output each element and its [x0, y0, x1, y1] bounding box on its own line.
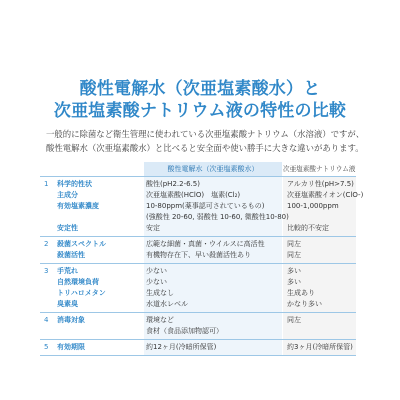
table-row	[40, 223, 356, 234]
row-label: 殺菌スペクトル	[57, 240, 106, 248]
title-line-2: 次亜塩素酸ナトリウム液の特性の比較	[53, 101, 347, 121]
table-section	[40, 263, 356, 312]
row-label: 有効塩素濃度	[57, 202, 99, 210]
col1-cell: 次亜塩素酸(HClO) 塩素(Cl₂)	[146, 191, 241, 199]
col2-cell: 生成あり	[287, 289, 315, 297]
col2-cell: 約3ヶ月(冷暗所保管)	[287, 343, 353, 351]
section-number: 1	[44, 180, 49, 188]
table-section	[40, 176, 364, 236]
col1-cell: 約12ヶ月(冷暗所保管)	[146, 343, 217, 351]
col2-header: 次亜塩素酸ナトリウム液	[283, 165, 356, 173]
row-label: 臭素臭	[57, 300, 78, 308]
col1-cell: 生成なし	[146, 289, 174, 297]
table-row	[40, 179, 356, 190]
row-label: 主成分	[57, 191, 78, 199]
table-section	[40, 339, 356, 355]
row-label: トリハロメタン	[57, 289, 106, 297]
col2-cell: 100-1,000ppm	[287, 202, 339, 210]
comparison-table	[40, 162, 364, 356]
table-row	[40, 201, 356, 212]
intro-text	[46, 127, 376, 155]
intro-line-2: 酸性電解水（次亜塩素酸水）と比べると安全面や使い勝手に大きな違いがあります。	[46, 143, 364, 153]
section-number: 4	[44, 316, 49, 324]
title-line-1: 酸性電解水（次亜塩素酸水）と	[79, 79, 321, 99]
col2-cell: 同左	[287, 240, 301, 248]
col1-cell: 有機物存在下、早い殺菌活性あり	[146, 251, 251, 259]
row-label: 科学的性状	[57, 180, 92, 188]
row-label: 有効期限	[57, 343, 85, 351]
table-section	[40, 312, 356, 339]
table-row	[40, 315, 356, 326]
col1-cell: (強酸性 20-60, 弱酸性 10-60, 微酸性10-80)	[146, 213, 289, 221]
table-row	[40, 326, 356, 337]
col1-cell: 安定	[146, 224, 160, 232]
col1-cell: 10-80ppm(薬事認可されているもの)	[146, 202, 265, 210]
col2-cell: かなり多い	[287, 300, 322, 308]
section-number: 2	[44, 240, 49, 248]
row-label: 殺菌活性	[57, 251, 85, 259]
row-label: 自然環境負荷	[57, 278, 99, 286]
row-label: 手荒れ	[57, 267, 78, 275]
table-row	[40, 212, 356, 223]
col1-cell: 環境など	[146, 316, 174, 324]
col2-cell: 同左	[287, 251, 301, 259]
col1-cell: 少ない	[146, 278, 167, 286]
col1-cell: 食材（食品添加物認可）	[146, 327, 223, 335]
row-label: 安定性	[57, 224, 78, 232]
col2-cell: 多い	[287, 267, 301, 275]
section-number: 5	[44, 343, 49, 351]
intro-line-1: 一般的に除菌など衛生管理に使われている次亜塩素酸ナトリウム（水溶液）ですが、	[46, 129, 365, 139]
col1-cell: 少ない	[146, 267, 167, 275]
col1-header: 酸性電解水（次亜塩素酸水）	[144, 162, 282, 176]
col2-cell: アルカリ性(pH>7.5)	[287, 180, 354, 188]
col2-cell: 多い	[287, 278, 301, 286]
table-row	[40, 342, 356, 353]
section-number: 3	[44, 267, 49, 275]
table-row	[40, 250, 356, 261]
page-title	[0, 78, 400, 122]
table-bottom-rule	[40, 355, 356, 356]
col2-cell: 同左	[287, 316, 301, 324]
table-sections	[40, 176, 364, 355]
table-header	[40, 162, 356, 176]
table-section	[40, 236, 356, 263]
col1-cell: 水道水レベル	[146, 300, 188, 308]
col2-cell: 次亜塩素酸イオン(ClO-)	[287, 191, 364, 199]
table-row	[40, 277, 356, 288]
col1-cell: 酸性(pH2.2-6.5)	[146, 180, 200, 188]
table-row	[40, 288, 356, 299]
table-row	[40, 266, 356, 277]
col1-cell: 広範な細菌・真菌・ウイルスに高活性	[146, 240, 265, 248]
row-label: 消毒対象	[57, 316, 85, 324]
table-row	[40, 190, 364, 201]
table-row	[40, 299, 356, 310]
col2-cell: 比較的不安定	[287, 224, 329, 232]
table-row	[40, 239, 356, 250]
